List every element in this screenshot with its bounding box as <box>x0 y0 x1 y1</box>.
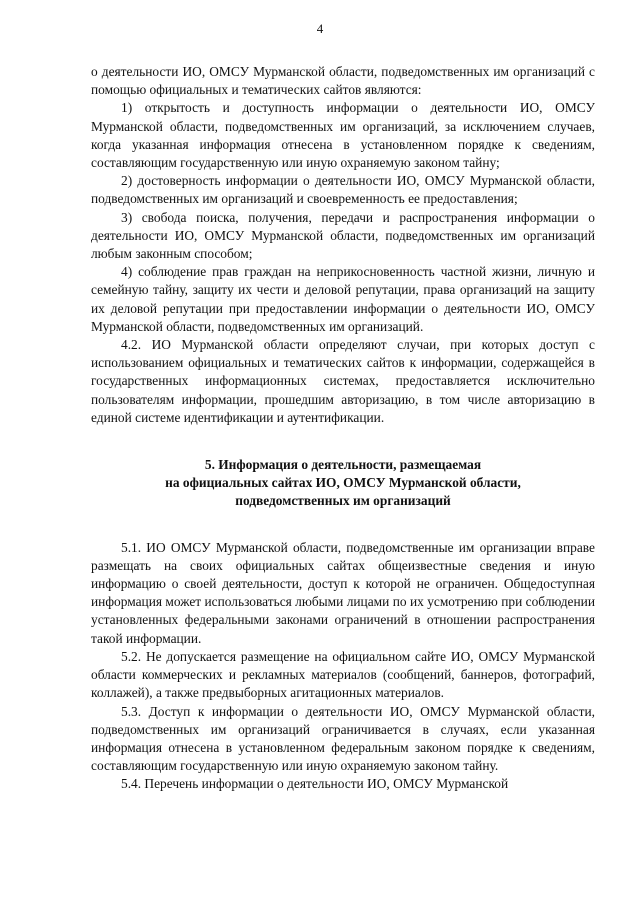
principle-2: 2) достоверность информации о деятельности ИО, ОМСУ Мурманской области, подведомственных им организаций и своевременность ее предоставления; <box>91 173 595 207</box>
section-5-heading <box>91 456 595 511</box>
principle-1: 1) открытость и доступность информации о деятельности ИО, ОМСУ Мурманской области, подведомственных им организаций, за исключением случаев, когда указанная информация отнесена в установленном порядке к сведениям, составляющим государственную или иную охраняемую законом тайну; <box>91 100 595 171</box>
clause-4-2: 4.2. ИО Мурманской области определяют случаи, при которых доступ с использованием официальных и тематических сайтов к информации, содержащейся в государственных информационных системах, предоставляется исключительно пользователям информации, прошедшим авторизацию, в том числе авторизацию в единой системе идентификации и аутентификации. <box>91 337 595 425</box>
intro-continuation: о деятельности ИО, ОМСУ Мурманской области, подведомственных им организаций с помощью официальных и тематических сайтов являются: <box>91 64 595 98</box>
document-body <box>91 63 595 794</box>
principle-4: 4) соблюдение прав граждан на неприкосновенность частной жизни, личную и семейную тайну, защиту их чести и деловой репутации, права организаций на защиту их деловой репутации при предоставлении информации о деятельности ИО, ОМСУ Мурманской области, подведомственных им организаций. <box>91 264 595 334</box>
section-5-heading-line-2: на официальных сайтах ИО, ОМСУ Мурманской области, <box>165 475 521 491</box>
principle-3: 3) свобода поиска, получения, передачи и распространения информации о деятельности ИО, ОМСУ Мурманской области, подведомственных им организаций любым законным способом; <box>91 209 595 262</box>
clause-5-3: 5.3. Доступ к информации о деятельности ИО, ОМСУ Мурманской области, подведомственных им организаций ограничивается в случаях, если указанная информация отнесена в установленном федеральным законом порядке к сведениям, составляющим государственную или иную охраняемую законом тайну. <box>91 703 595 774</box>
clause-5-4: 5.4. Перечень информации о деятельности ИО, ОМСУ Мурманской <box>121 776 509 792</box>
clause-5-2: 5.2. Не допускается размещение на официальном сайте ИО, ОМСУ Мурманской области коммерческих и рекламных материалов (сообщений, баннеров, фотографий, коллажей), а также предвыборных агитационных материалов. <box>91 648 595 701</box>
page-number: 4 <box>316 21 324 36</box>
section-5-heading-line-3: подведомственных им организаций <box>235 493 451 509</box>
section-5-heading-line-1: 5. Информация о деятельности, размещаемая <box>204 457 482 473</box>
clause-5-1: 5.1. ИО ОМСУ Мурманской области, подведомственные им организации вправе размещать на своих официальных сайтах общеизвестные сведения и иную информацию о своей деятельности, доступ к которой не ограничен. Общедоступная информация может использоваться любыми лицами по их усмотрению при соблюдении установленных федеральными законами ограничений в отношении распространения такой информации. <box>91 539 595 646</box>
